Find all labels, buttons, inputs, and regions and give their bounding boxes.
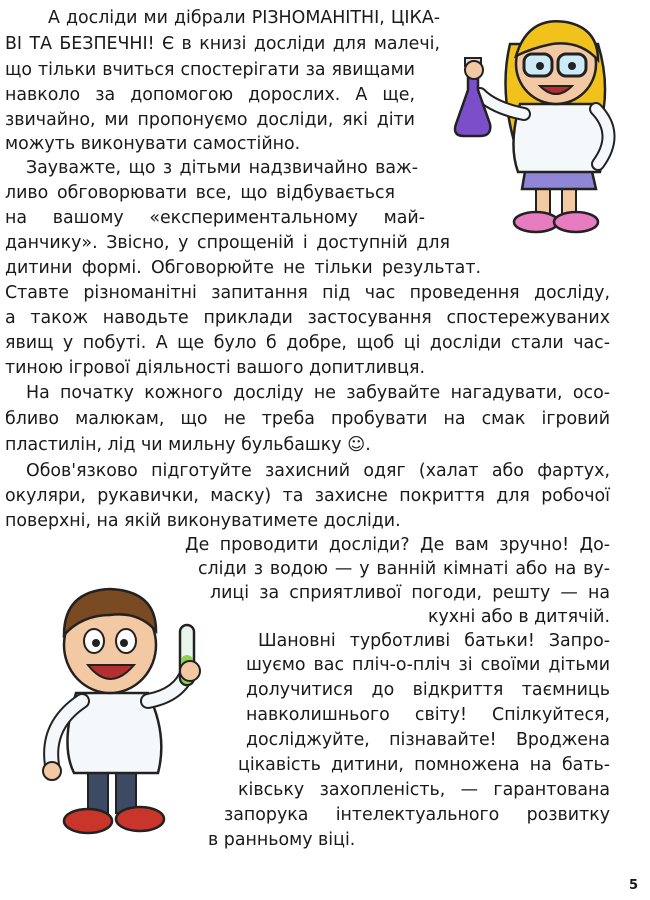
text-line: можуть виконувати самостійно. — [5, 134, 301, 154]
text-line: дитини формі. Обговорюйте не тільки результат. — [5, 258, 481, 278]
text-line: На початку кожного досліду не забувайте нагадувати, осо- — [26, 383, 610, 403]
text-line: А досліди ми дібрали РІЗНОМАНІТНІ, ЦІКА- — [48, 8, 440, 28]
text-line: явищ у побуті. А ще було б добре, щоб ці досліди стали час- — [5, 333, 610, 353]
text-line: ливо обговорювати все, що відбувається — [5, 183, 395, 203]
text-line: кухні або в дитячій. — [428, 607, 610, 627]
text-line: Де проводити досліди? Де вам зручно! До- — [185, 535, 610, 555]
text-line: тиною ігрової діяльності вашого допитливця. — [5, 358, 425, 378]
text-line: навколишнього світу! Спілкуйтеся, — [246, 705, 610, 725]
text-line: досліджуйте, пізнавайте! Вроджена — [246, 730, 610, 750]
text-line: ківську захопленість, — гарантована — [238, 780, 610, 800]
text-line: а також наводьте приклади застосування спостережуваних — [5, 308, 610, 328]
text-line: бливо малюкам, що не треба пробувати на смак ігровий — [5, 409, 610, 429]
text-line: Обов'язково підготуйте захисний одяг (халат або фартух, — [26, 461, 610, 481]
text-line: Ставте різноманітні запитання під час проведення досліду, — [5, 283, 610, 303]
text-line: на вашому «експериментальному май- — [5, 208, 425, 228]
text-line: запорука інтелектуального розвитку — [224, 805, 610, 825]
boy-scientist-illustration — [30, 575, 220, 845]
text-line: долучитися до відкриття таємниць — [246, 680, 610, 700]
text-line: лиці за сприятливої погоди, решту — на — [210, 583, 610, 603]
text-line: окуляри, рукавички, маску) та захисне покриття для робочої — [5, 486, 610, 506]
text-line: ВІ ТА БЕЗПЕЧНІ! Є в книзі досліди для малечі, — [5, 34, 440, 54]
text-line: цікавість дитини, помножена на бать- — [238, 755, 610, 775]
text-line: пластилін, лід чи мильну бульбашку ☺. — [5, 435, 371, 455]
page-number: 5 — [628, 878, 638, 893]
text-line: данчику». Звісно, у спрощеній і доступній для — [5, 233, 450, 253]
text-line: Шановні турботливі батьки! Запро- — [258, 631, 610, 651]
text-line: в ранньому віці. — [208, 830, 356, 850]
text-line: Зауважте, що з дітьми надзвичайно важ- — [26, 158, 418, 178]
text-line: сліди з водою — у ванній кімнаті або на ву- — [198, 559, 610, 579]
girl-scientist-illustration — [448, 4, 628, 250]
text-line: що тільки вчиться спостерігати за явищами — [5, 60, 415, 80]
text-line: поверхні, на якій виконуватимете досліди. — [5, 511, 401, 531]
text-line: навколо за допомогою дорослих. А ще, — [5, 85, 415, 105]
text-line: шуємо вас пліч-о-пліч зі своїми дітьми — [246, 655, 610, 675]
text-line: звичайно, ми пропонуємо досліди, які діти — [5, 110, 415, 130]
